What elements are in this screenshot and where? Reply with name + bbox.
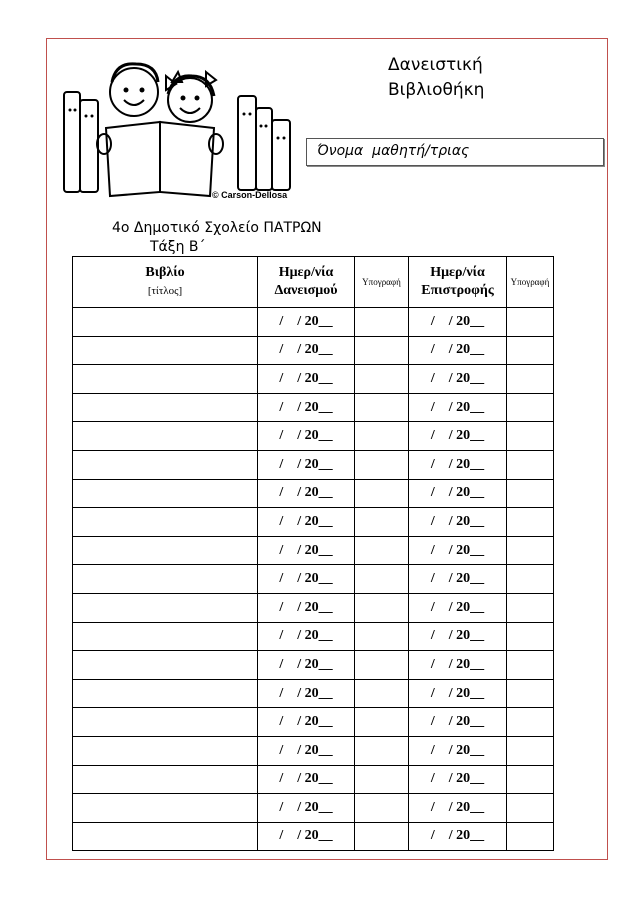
loan-date-cell[interactable]: / / 20__ bbox=[258, 308, 355, 337]
loan-signature-cell[interactable] bbox=[355, 622, 409, 651]
header-return-date-1: Ημερ/νία bbox=[430, 265, 485, 280]
loan-signature-cell[interactable] bbox=[355, 708, 409, 737]
loan-signature-cell[interactable] bbox=[355, 336, 409, 365]
table-row bbox=[73, 479, 554, 508]
book-title-cell[interactable] bbox=[73, 651, 258, 680]
loan-date-cell[interactable]: / / 20__ bbox=[258, 508, 355, 537]
table-row bbox=[73, 565, 554, 594]
return-date-cell[interactable]: / / 20__ bbox=[409, 336, 507, 365]
table-row bbox=[73, 536, 554, 565]
loan-date-cell[interactable]: / / 20__ bbox=[258, 479, 355, 508]
loan-signature-cell[interactable] bbox=[355, 308, 409, 337]
book-title-cell[interactable] bbox=[73, 308, 258, 337]
return-signature-cell[interactable] bbox=[507, 450, 554, 479]
grade-label: Τάξη Β΄ bbox=[150, 239, 206, 255]
return-date-cell[interactable]: / / 20__ bbox=[409, 508, 507, 537]
return-signature-cell[interactable] bbox=[507, 336, 554, 365]
return-date-cell[interactable]: / / 20__ bbox=[409, 565, 507, 594]
table-row bbox=[73, 679, 554, 708]
school-name: 4ο Δημοτικό Σχολείο ΠΑΤΡΩΝ bbox=[112, 220, 322, 236]
return-signature-cell[interactable] bbox=[507, 593, 554, 622]
return-date-cell[interactable]: / / 20__ bbox=[409, 593, 507, 622]
book-title-cell[interactable] bbox=[73, 479, 258, 508]
return-signature-cell[interactable] bbox=[507, 622, 554, 651]
table-row bbox=[73, 508, 554, 537]
return-date-cell[interactable]: / / 20__ bbox=[409, 679, 507, 708]
table-row bbox=[73, 422, 554, 451]
table-row bbox=[73, 593, 554, 622]
return-signature-cell[interactable] bbox=[507, 651, 554, 680]
loan-date-cell[interactable]: / / 20__ bbox=[258, 622, 355, 651]
loan-log-table bbox=[72, 256, 554, 851]
return-signature-cell[interactable] bbox=[507, 479, 554, 508]
header-signature-1: Υπογραφή bbox=[355, 257, 409, 308]
header-book-sub: [τίτλος] bbox=[147, 285, 183, 297]
loan-signature-cell[interactable] bbox=[355, 651, 409, 680]
header-loan-date-2: Δανεισμού bbox=[274, 283, 338, 298]
header-signature-2: Υπογραφή bbox=[507, 257, 554, 308]
table-row bbox=[73, 765, 554, 794]
loan-signature-cell[interactable] bbox=[355, 565, 409, 594]
loan-date-cell[interactable]: / / 20__ bbox=[258, 365, 355, 394]
return-signature-cell[interactable] bbox=[507, 308, 554, 337]
book-title-cell[interactable] bbox=[73, 422, 258, 451]
return-date-cell[interactable]: / / 20__ bbox=[409, 393, 507, 422]
table-row bbox=[73, 651, 554, 680]
loan-signature-cell[interactable] bbox=[355, 822, 409, 851]
table-row bbox=[73, 622, 554, 651]
loan-signature-cell[interactable] bbox=[355, 593, 409, 622]
return-signature-cell[interactable] bbox=[507, 708, 554, 737]
loan-date-cell[interactable]: / / 20__ bbox=[258, 708, 355, 737]
loan-signature-cell[interactable] bbox=[355, 479, 409, 508]
loan-signature-cell[interactable] bbox=[355, 679, 409, 708]
return-date-cell[interactable]: / / 20__ bbox=[409, 308, 507, 337]
return-signature-cell[interactable] bbox=[507, 822, 554, 851]
loan-date-cell[interactable]: / / 20__ bbox=[258, 822, 355, 851]
return-signature-cell[interactable] bbox=[507, 765, 554, 794]
return-date-cell[interactable]: / / 20__ bbox=[409, 622, 507, 651]
loan-signature-cell[interactable] bbox=[355, 393, 409, 422]
book-title-cell[interactable] bbox=[73, 336, 258, 365]
loan-date-cell[interactable]: / / 20__ bbox=[258, 794, 355, 823]
return-date-cell[interactable]: / / 20__ bbox=[409, 479, 507, 508]
student-name-label: Όνομα μαθητή/τριας bbox=[317, 143, 470, 159]
header-return-date-2: Επιστροφής bbox=[421, 283, 494, 298]
loan-date-cell[interactable]: / / 20__ bbox=[258, 393, 355, 422]
book-title-cell[interactable] bbox=[73, 393, 258, 422]
loan-signature-cell[interactable] bbox=[355, 536, 409, 565]
header-loan-date-1: Ημερ/νία bbox=[278, 265, 334, 280]
loan-signature-cell[interactable] bbox=[355, 736, 409, 765]
loan-date-cell[interactable]: / / 20__ bbox=[258, 450, 355, 479]
book-title-cell[interactable] bbox=[73, 622, 258, 651]
header-book-title: Βιβλίο bbox=[145, 265, 185, 280]
return-signature-cell[interactable] bbox=[507, 736, 554, 765]
return-date-cell[interactable]: / / 20__ bbox=[409, 794, 507, 823]
loan-signature-cell[interactable] bbox=[355, 794, 409, 823]
book-title-cell[interactable] bbox=[73, 508, 258, 537]
book-title-cell[interactable] bbox=[73, 593, 258, 622]
loan-date-cell[interactable]: / / 20__ bbox=[258, 651, 355, 680]
kids-reading-clipart bbox=[56, 52, 296, 204]
return-signature-cell[interactable] bbox=[507, 565, 554, 594]
loan-signature-cell[interactable] bbox=[355, 508, 409, 537]
loan-date-cell[interactable]: / / 20__ bbox=[258, 422, 355, 451]
table-row bbox=[73, 736, 554, 765]
table-header-row bbox=[73, 257, 554, 308]
return-date-cell[interactable]: / / 20__ bbox=[409, 365, 507, 394]
table-row bbox=[73, 308, 554, 337]
book-title-cell[interactable] bbox=[73, 536, 258, 565]
header-loan-date bbox=[258, 257, 355, 308]
loan-signature-cell[interactable] bbox=[355, 765, 409, 794]
loan-date-cell[interactable]: / / 20__ bbox=[258, 536, 355, 565]
loan-signature-cell[interactable] bbox=[355, 450, 409, 479]
return-signature-cell[interactable] bbox=[507, 393, 554, 422]
table-row bbox=[73, 450, 554, 479]
book-title-cell[interactable] bbox=[73, 365, 258, 394]
return-signature-cell[interactable] bbox=[507, 536, 554, 565]
loan-signature-cell[interactable] bbox=[355, 365, 409, 394]
loan-date-cell[interactable]: / / 20__ bbox=[258, 593, 355, 622]
title-line-2: Βιβλιοθήκη bbox=[388, 80, 485, 100]
book-title-cell[interactable] bbox=[73, 450, 258, 479]
return-signature-cell[interactable] bbox=[507, 794, 554, 823]
return-date-cell[interactable]: / / 20__ bbox=[409, 536, 507, 565]
return-signature-cell[interactable] bbox=[507, 422, 554, 451]
book-title-cell[interactable] bbox=[73, 736, 258, 765]
table-row bbox=[73, 794, 554, 823]
return-date-cell[interactable]: / / 20__ bbox=[409, 822, 507, 851]
clipart-credit: © Carson-Dellosa bbox=[212, 190, 288, 200]
loan-date-cell[interactable]: / / 20__ bbox=[258, 336, 355, 365]
title-line-1: Δανειστική bbox=[388, 55, 483, 75]
loan-date-cell[interactable]: / / 20__ bbox=[258, 679, 355, 708]
return-signature-cell[interactable] bbox=[507, 508, 554, 537]
book-title-cell[interactable] bbox=[73, 679, 258, 708]
book-title-cell[interactable] bbox=[73, 765, 258, 794]
return-date-cell[interactable]: / / 20__ bbox=[409, 450, 507, 479]
header-book bbox=[73, 257, 258, 308]
return-date-cell[interactable]: / / 20__ bbox=[409, 708, 507, 737]
book-title-cell[interactable] bbox=[73, 822, 258, 851]
header-return-date bbox=[409, 257, 507, 308]
book-title-cell[interactable] bbox=[73, 565, 258, 594]
loan-date-cell[interactable]: / / 20__ bbox=[258, 565, 355, 594]
loan-date-cell[interactable]: / / 20__ bbox=[258, 765, 355, 794]
return-date-cell[interactable]: / / 20__ bbox=[409, 422, 507, 451]
return-date-cell[interactable]: / / 20__ bbox=[409, 651, 507, 680]
return-date-cell[interactable]: / / 20__ bbox=[409, 736, 507, 765]
table-row bbox=[73, 708, 554, 737]
table-row bbox=[73, 336, 554, 365]
table-row bbox=[73, 365, 554, 394]
book-title-cell[interactable] bbox=[73, 794, 258, 823]
table-row bbox=[73, 822, 554, 851]
student-name-field[interactable] bbox=[306, 138, 604, 166]
loan-signature-cell[interactable] bbox=[355, 422, 409, 451]
return-signature-cell[interactable] bbox=[507, 679, 554, 708]
table-row bbox=[73, 393, 554, 422]
return-signature-cell[interactable] bbox=[507, 365, 554, 394]
return-date-cell[interactable]: / / 20__ bbox=[409, 765, 507, 794]
loan-date-cell[interactable]: / / 20__ bbox=[258, 736, 355, 765]
book-title-cell[interactable] bbox=[73, 708, 258, 737]
